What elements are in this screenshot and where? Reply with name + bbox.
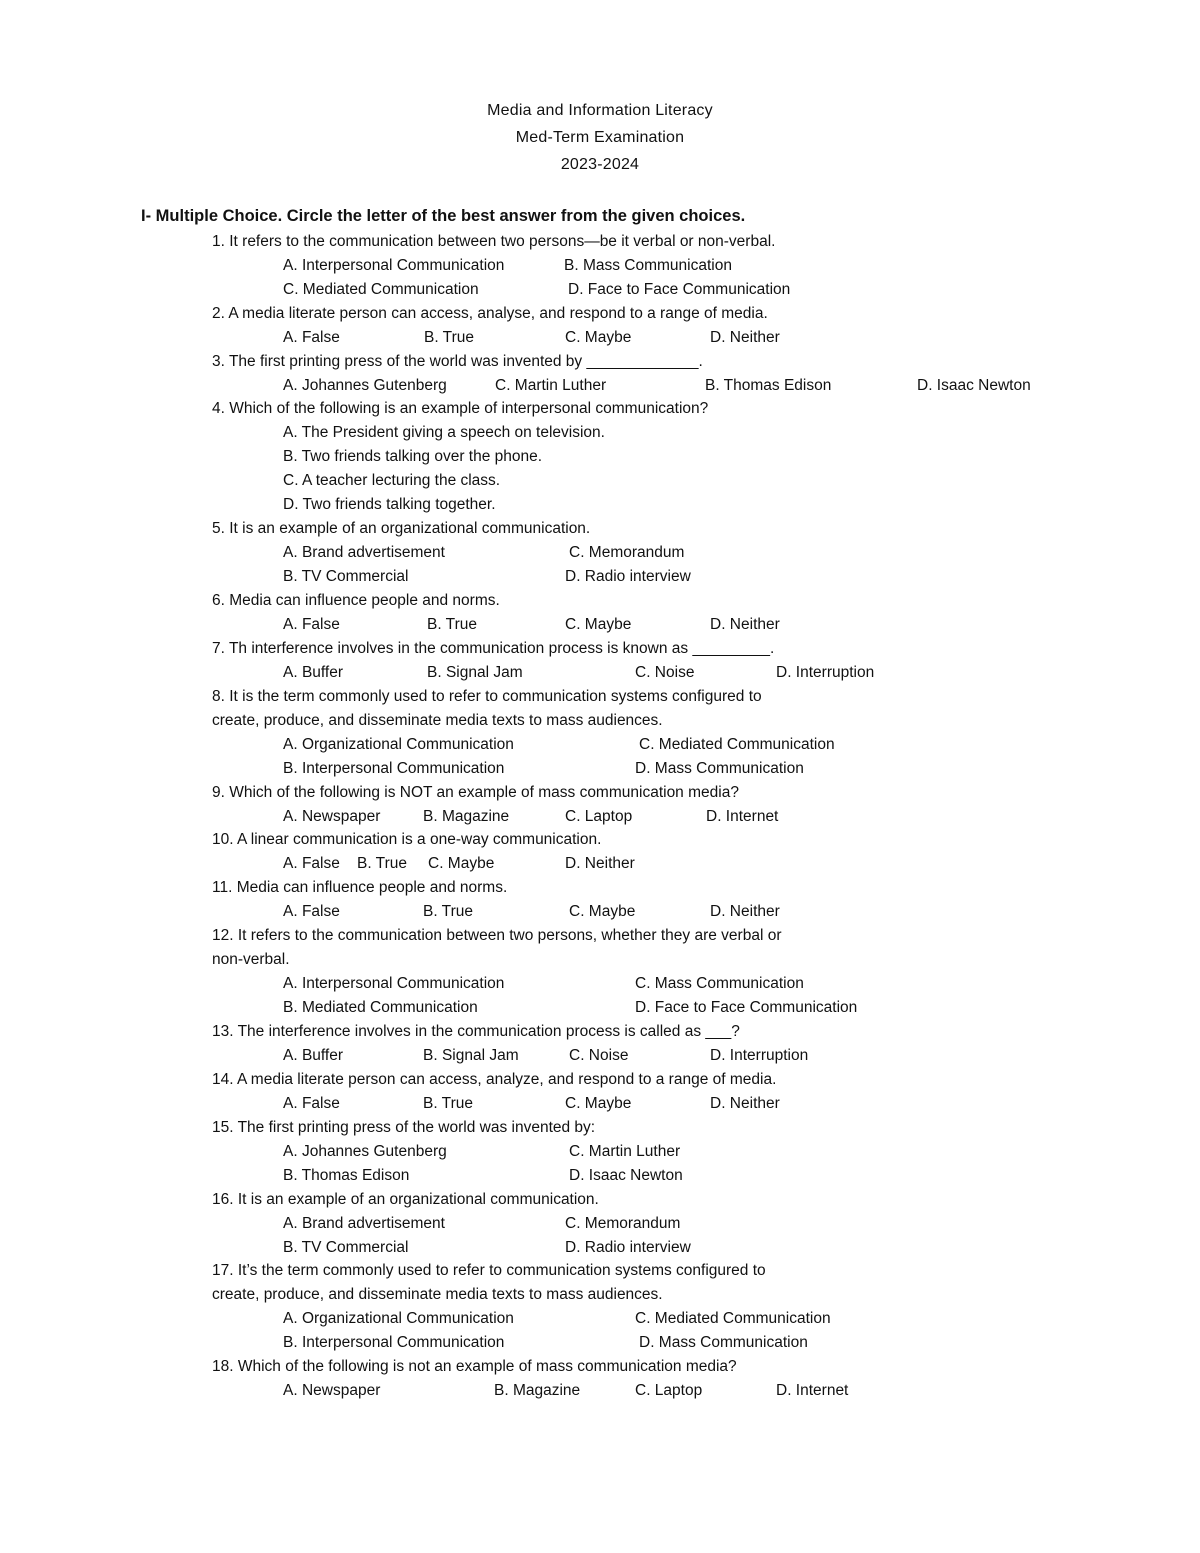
choice-17c[interactable]: C. Mediated Communication — [635, 1310, 831, 1327]
choice-18d[interactable]: D. Internet — [776, 1382, 849, 1399]
question-17-cont: create, produce, and disseminate media texts to mass audiences. — [212, 1286, 663, 1303]
choice-10c[interactable]: C. Maybe — [428, 855, 495, 872]
choice-5c[interactable]: C. Memorandum — [569, 544, 685, 561]
choice-13d[interactable]: D. Interruption — [710, 1047, 809, 1064]
choice-3d[interactable]: D. Isaac Newton — [917, 377, 1031, 394]
choice-14b[interactable]: B. True — [423, 1095, 473, 1112]
question-15: 15. The first printing press of the world was invented by: — [212, 1119, 596, 1136]
choice-2a[interactable]: A. False — [283, 329, 340, 346]
choice-8d[interactable]: D. Mass Communication — [635, 760, 804, 777]
choice-13a[interactable]: A. Buffer — [283, 1047, 344, 1064]
choice-17b[interactable]: B. Interpersonal Communication — [283, 1334, 505, 1351]
choice-5b[interactable]: B. TV Commercial — [283, 568, 409, 585]
choice-9d[interactable]: D. Internet — [706, 808, 779, 825]
question-14: 14. A media literate person can access, analyze, and respond to a range of media. — [212, 1071, 777, 1088]
choice-11b[interactable]: B. True — [423, 903, 473, 920]
choice-18a[interactable]: A. Newspaper — [283, 1382, 381, 1399]
choice-17a[interactable]: A. Organizational Communication — [283, 1310, 514, 1327]
choice-7c[interactable]: C. Noise — [635, 664, 695, 681]
choice-11d[interactable]: D. Neither — [710, 903, 780, 920]
choice-4c[interactable]: C. A teacher lecturing the class. — [283, 472, 501, 489]
choice-12a[interactable]: A. Interpersonal Communication — [283, 975, 505, 992]
exam-title: Med-Term Examination — [515, 129, 685, 146]
choice-8b[interactable]: B. Interpersonal Communication — [283, 760, 505, 777]
choice-16b[interactable]: B. TV Commercial — [283, 1239, 409, 1256]
question-4: 4. Which of the following is an example of interpersonal communication? — [212, 400, 709, 417]
choice-7a[interactable]: A. Buffer — [283, 664, 344, 681]
choice-5d[interactable]: D. Radio interview — [565, 568, 691, 585]
choice-9a[interactable]: A. Newspaper — [283, 808, 381, 825]
question-3: 3. The first printing press of the world was invented by _____________. — [212, 353, 703, 370]
choice-8a[interactable]: A. Organizational Communication — [283, 736, 514, 753]
question-5: 5. It is an example of an organizational communication. — [212, 520, 591, 537]
question-12-cont: non-verbal. — [212, 951, 290, 968]
choice-6c[interactable]: C. Maybe — [565, 616, 632, 633]
choice-10a[interactable]: A. False — [283, 855, 340, 872]
choice-6d[interactable]: D. Neither — [710, 616, 780, 633]
question-10: 10. A linear communication is a one-way communication. — [212, 831, 602, 848]
choice-12d[interactable]: D. Face to Face Communication — [635, 999, 858, 1016]
choice-18b[interactable]: B. Magazine — [494, 1382, 581, 1399]
choice-4b[interactable]: B. Two friends talking over the phone. — [283, 448, 543, 465]
question-12: 12. It refers to the communication between two persons, whether they are verbal or — [212, 927, 782, 944]
choice-13b[interactable]: B. Signal Jam — [423, 1047, 519, 1064]
choice-15b[interactable]: B. Thomas Edison — [283, 1167, 410, 1184]
choice-12b[interactable]: B. Mediated Communication — [283, 999, 478, 1016]
choice-13c[interactable]: C. Noise — [569, 1047, 629, 1064]
question-16: 16. It is an example of an organizational communication. — [212, 1191, 599, 1208]
choice-18c[interactable]: C. Laptop — [635, 1382, 703, 1399]
choice-7b[interactable]: B. Signal Jam — [427, 664, 523, 681]
question-1: 1. It refers to the communication between two persons—be it verbal or non-verbal. — [212, 233, 776, 250]
choice-15d[interactable]: D. Isaac Newton — [569, 1167, 683, 1184]
choice-1b[interactable]: B. Mass Communication — [564, 257, 732, 274]
choice-10d[interactable]: D. Neither — [565, 855, 635, 872]
choice-6a[interactable]: A. False — [283, 616, 340, 633]
choice-8c[interactable]: C. Mediated Communication — [639, 736, 835, 753]
course-title: Media and Information Literacy — [487, 102, 713, 119]
choice-9c[interactable]: C. Laptop — [565, 808, 633, 825]
choice-6b[interactable]: B. True — [427, 616, 477, 633]
choice-15c[interactable]: C. Martin Luther — [569, 1143, 681, 1160]
choice-14a[interactable]: A. False — [283, 1095, 340, 1112]
choice-11c[interactable]: C. Maybe — [569, 903, 636, 920]
choice-1d[interactable]: D. Face to Face Communication — [568, 281, 791, 298]
question-9: 9. Which of the following is NOT an example of mass communication media? — [212, 784, 739, 801]
question-6: 6. Media can influence people and norms. — [212, 592, 500, 609]
question-2: 2. A media literate person can access, analyse, and respond to a range of media. — [212, 305, 768, 322]
question-8: 8. It is the term commonly used to refer to communication systems configured to — [212, 688, 762, 705]
question-13: 13. The interference involves in the communication process is called as ___? — [212, 1023, 740, 1040]
choice-2d[interactable]: D. Neither — [710, 329, 780, 346]
question-18: 18. Which of the following is not an example of mass communication media? — [212, 1358, 737, 1375]
choice-3a[interactable]: A. Johannes Gutenberg — [283, 377, 447, 394]
choice-4d[interactable]: D. Two friends talking together. — [283, 496, 496, 513]
choice-14d[interactable]: D. Neither — [710, 1095, 780, 1112]
choice-9b[interactable]: B. Magazine — [423, 808, 510, 825]
choice-11a[interactable]: A. False — [283, 903, 340, 920]
question-11: 11. Media can influence people and norms. — [212, 879, 508, 896]
choice-1c[interactable]: C. Mediated Communication — [283, 281, 479, 298]
choice-2c[interactable]: C. Maybe — [565, 329, 632, 346]
choice-16a[interactable]: A. Brand advertisement — [283, 1215, 445, 1232]
choice-16c[interactable]: C. Memorandum — [565, 1215, 681, 1232]
choice-5a[interactable]: A. Brand advertisement — [283, 544, 445, 561]
choice-10b[interactable]: B. True — [357, 855, 407, 872]
choice-17d[interactable]: D. Mass Communication — [639, 1334, 808, 1351]
section-instructions: I- Multiple Choice. Circle the letter of the best answer from the given choices. — [141, 207, 746, 225]
choice-1a[interactable]: A. Interpersonal Communication — [283, 257, 505, 274]
choice-3b[interactable]: B. Thomas Edison — [705, 377, 832, 394]
choice-4a[interactable]: A. The President giving a speech on television. — [283, 424, 605, 441]
choice-2b[interactable]: B. True — [424, 329, 474, 346]
choice-16d[interactable]: D. Radio interview — [565, 1239, 691, 1256]
school-year: 2023-2024 — [560, 156, 640, 173]
choice-7d[interactable]: D. Interruption — [776, 664, 875, 681]
choice-12c[interactable]: C. Mass Communication — [635, 975, 804, 992]
question-7: 7. Th interference involves in the communication process is known as _________. — [212, 640, 775, 657]
choice-3c[interactable]: C. Martin Luther — [495, 377, 607, 394]
question-17: 17. It’s the term commonly used to refer to communication systems configured to — [212, 1262, 766, 1279]
choice-14c[interactable]: C. Maybe — [565, 1095, 632, 1112]
question-8-cont: create, produce, and disseminate media texts to mass audiences. — [212, 712, 663, 729]
choice-15a[interactable]: A. Johannes Gutenberg — [283, 1143, 447, 1160]
